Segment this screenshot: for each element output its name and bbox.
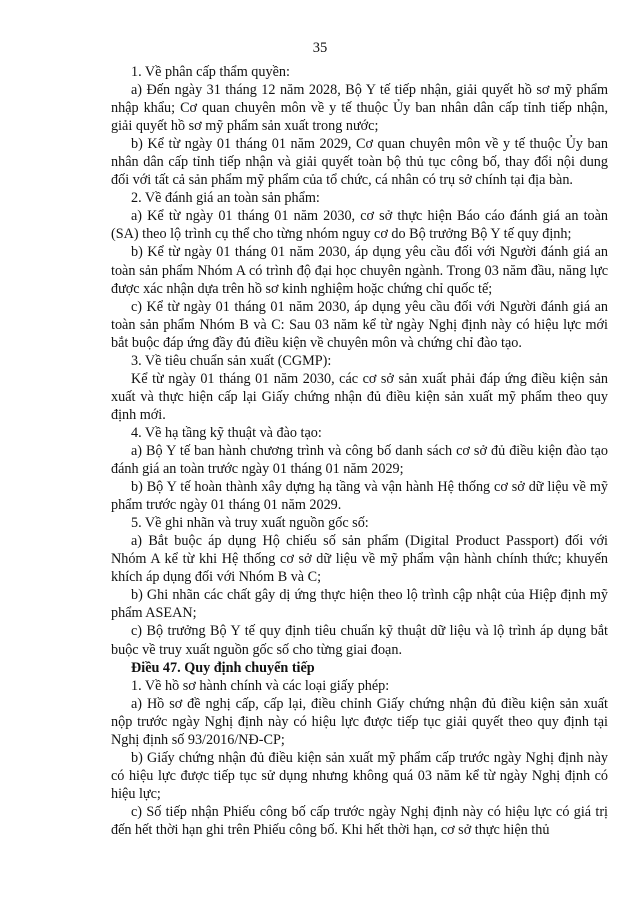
paragraph-5b: b) Ghi nhãn các chất gây dị ứng thực hiện theo lộ trình cập nhật của Hiệp định mỹ phẩm ASEAN; [111, 587, 608, 622]
page-number: 35 [312, 40, 328, 56]
paragraph-4a: a) Bộ Y tế ban hành chương trình và công bố danh sách cơ sở đủ điều kiện đào tạo đánh giá an toàn trước ngày 01 tháng 01 năm 2029; [111, 442, 608, 478]
paragraph-2b: b) Kể từ ngày 01 tháng 01 năm 2030, áp dụng yêu cầu đối với Người đánh giá an toàn sản phẩm Nhóm A có trình độ đại học chuyên ngành. Trong 03 năm đầu, năng lực được xác nhận dựa trên hồ sơ kinh nghiệm hoặc chứng chỉ quốc tế; [111, 244, 608, 297]
article-47-paragraph-1b: b) Giấy chứng nhận đủ điều kiện sản xuất mỹ phẩm cấp trước ngày Nghị định này có hiệu lực được tiếp tục sử dụng nhưng không quá 03 năm kể từ ngày Nghị định có hiệu lực; [111, 749, 608, 802]
paragraph-1b: b) Kể từ ngày 01 tháng 01 năm 2029, Cơ quan chuyên môn về y tế thuộc Ủy ban nhân dân cấp tỉnh tiếp nhận và giải quyết toàn bộ thủ tục công bố, thay đổi nội dung đối với tất cả sản phẩm mỹ phẩm của tổ chức, cá nhân có trụ sở chính tại địa bàn. [111, 136, 608, 189]
article-47-section-1-title: 1. Về hồ sơ hành chính và các loại giấy phép: [131, 677, 390, 694]
paragraph-1a: a) Đến ngày 31 tháng 12 năm 2028, Bộ Y tế tiếp nhận, giải quyết hồ sơ mỹ phẩm nhập khẩu; Cơ quan chuyên môn về y tế thuộc Ủy ban nhân dân cấp tỉnh tiếp nhận, giải quyết hồ sơ mỹ phẩm sản xuất trong nước; [111, 82, 608, 135]
paragraph-5c: c) Bộ trưởng Bộ Y tế quy định tiêu chuẩn kỹ thuật dữ liệu và lộ trình áp dụng bắt buộc về truy xuất nguồn gốc số cho từng giai đoạn. [111, 623, 608, 658]
section-2-title: 2. Về đánh giá an toàn sản phẩm: [131, 190, 320, 207]
article-47-paragraph-1c: c) Số tiếp nhận Phiếu công bố cấp trước ngày Nghị định này có hiệu lực có giá trị đến hết thời hạn ghi trên Phiếu công bố. Khi hết thời hạn, cơ sở thực hiện thủ [111, 803, 608, 838]
paragraph-2a: a) Kể từ ngày 01 tháng 01 năm 2030, cơ sở thực hiện Báo cáo đánh giá an toàn (SA) theo lộ trình cụ thể cho từng nhóm nguy cơ do Bộ trưởng Bộ Y tế quy định; [111, 208, 608, 243]
section-5-title: 5. Về ghi nhãn và truy xuất nguồn gốc số: [131, 515, 369, 532]
article-47-paragraph-1a: a) Hồ sơ đề nghị cấp, cấp lại, điều chỉnh Giấy chứng nhận đủ điều kiện sản xuất nộp trước ngày Nghị định này có hiệu lực được tiếp tục giải quyết theo quy định tại Nghị định số 93/2016/NĐ-CP; [111, 695, 608, 748]
section-4-title: 4. Về hạ tầng kỹ thuật và đào tạo: [131, 424, 322, 441]
section-3-title: 3. Về tiêu chuẩn sản xuất (CGMP): [131, 352, 332, 369]
paragraph-2c: c) Kể từ ngày 01 tháng 01 năm 2030, áp dụng yêu cầu đối với Người đánh giá an toàn sản phẩm Nhóm B và C: Sau 03 năm kể từ ngày Nghị định này có hiệu lực mới bắt buộc đáp ứng đầy đủ điều kiện về chuyên môn và chứng chỉ đào tạo. [111, 298, 608, 351]
paragraph-4b: b) Bộ Y tế hoàn thành xây dựng hạ tầng và vận hành Hệ thống cơ sở dữ liệu về mỹ phẩm trước ngày 01 tháng 01 năm 2029. [111, 479, 608, 514]
paragraph-3: Kể từ ngày 01 tháng 01 năm 2030, các cơ sở sản xuất phải đáp ứng điều kiện sản xuất và thực hiện cấp lại Giấy chứng nhận đủ điều kiện sản xuất mỹ phẩm theo quy định mới. [111, 370, 608, 423]
article-47-heading: Điều 47. Quy định chuyển tiếp [131, 659, 315, 676]
document-body [111, 63, 608, 839]
paragraph-5a: a) Bắt buộc áp dụng Hộ chiếu số sản phẩm (Digital Product Passport) đối với Nhóm A kể từ khi Hệ thống cơ sở dữ liệu về mỹ phẩm vận hành chính thức; khuyến khích áp dụng đối với Nhóm B và C; [111, 533, 608, 586]
section-1-title: 1. Về phân cấp thẩm quyền: [131, 64, 290, 80]
